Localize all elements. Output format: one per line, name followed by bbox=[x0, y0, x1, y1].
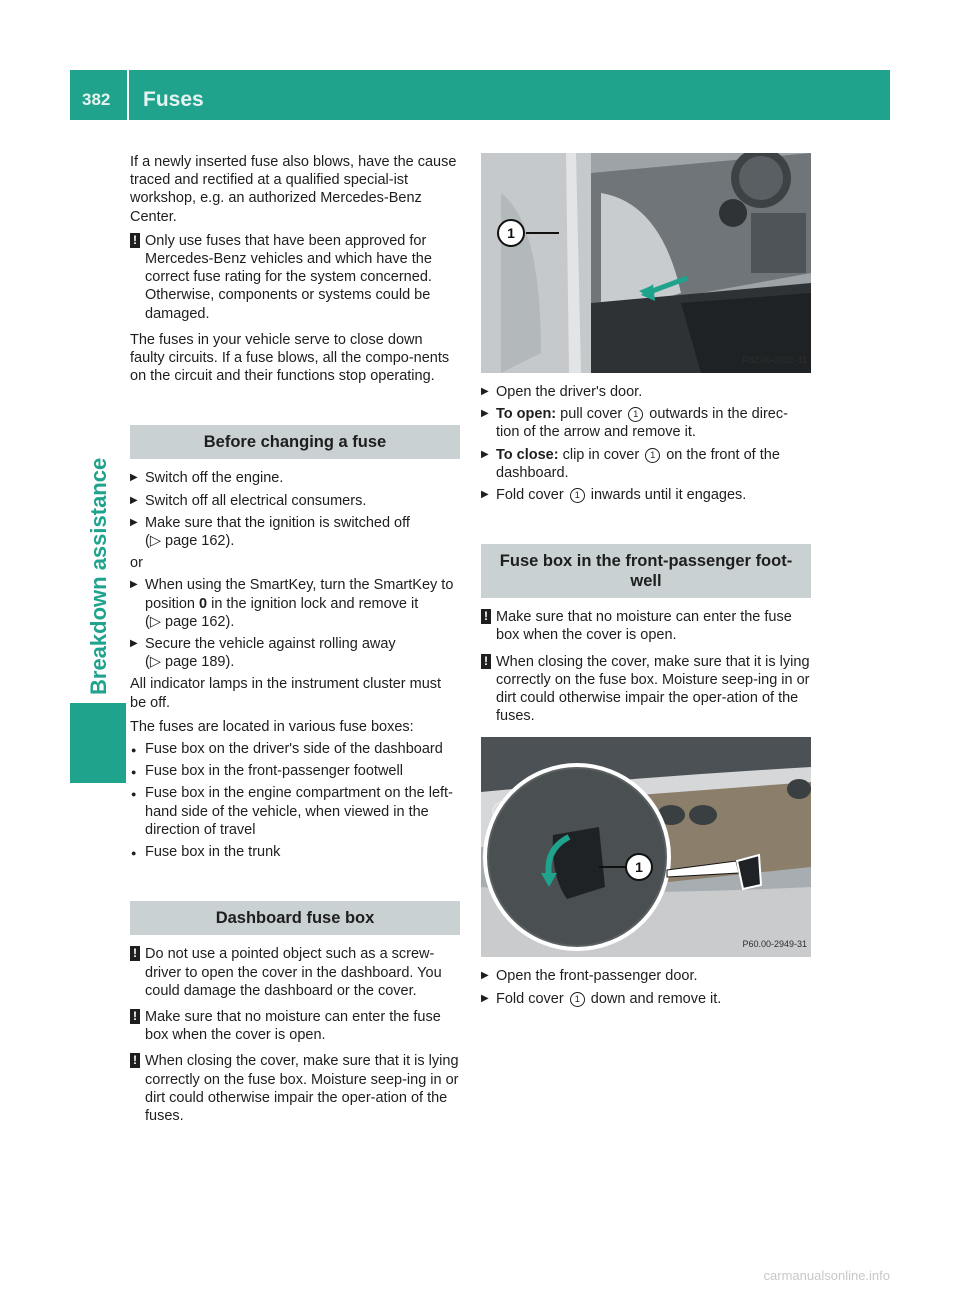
image-code: P82.00-2902-31 bbox=[742, 354, 807, 365]
page-reference-link[interactable]: (▷ page 189). bbox=[145, 654, 235, 671]
list-item: ● Fuse box in the engine compartment on the left-hand side of the vehicle, when viewed in the direction of travel bbox=[130, 784, 460, 839]
section-heading-dashboard-fuse-box: Dashboard fuse box bbox=[130, 901, 460, 935]
driver-side-fuse-box-photo bbox=[481, 153, 811, 373]
indicator-paragraph: All indicator lamps in the instrument cluster must be off. bbox=[130, 676, 442, 711]
callout-number-icon: 1 bbox=[570, 992, 585, 1007]
step-item: ▶ When using the SmartKey, turn the SmartKey to position 0 in the ignition lock and remove it (▷ page 162). bbox=[130, 576, 460, 631]
page-reference-link[interactable]: (▷ page 162). bbox=[145, 533, 235, 550]
warning-icon: ! bbox=[481, 654, 491, 669]
driver-door-dashboard-illustration bbox=[481, 153, 811, 373]
list-item: ● Fuse box on the driver's side of the dashboard bbox=[130, 740, 460, 758]
page-number: 382 bbox=[82, 90, 111, 109]
section-heading-before-changing: Before changing a fuse bbox=[130, 425, 460, 459]
list-item: ● Fuse box in the trunk bbox=[130, 843, 460, 861]
step-item: ▶ Make sure that the ignition is switched off (▷ page 162). bbox=[130, 514, 460, 550]
passenger-footwell-fuse-box-photo bbox=[481, 737, 811, 957]
warning-icon: ! bbox=[130, 1053, 140, 1068]
intro-paragraph: If a newly inserted fuse also blows, have the cause traced and rectified at a qualified special-ist workshop, e.g. an authorized Mercedes-Benz Center. bbox=[130, 154, 457, 225]
step-item: ▶ Switch off all electrical consumers. bbox=[130, 492, 460, 510]
page-title: Fuses bbox=[143, 88, 204, 111]
image-code: P60.00-2949-31 bbox=[742, 939, 807, 950]
fuse-purpose-paragraph: The fuses in your vehicle serve to close down faulty circuits. If a fuse blows, all the compo-nents on the circuit and their functions stop operating. bbox=[130, 331, 450, 385]
chapter-tab-block bbox=[70, 703, 126, 783]
warning-note: ! Make sure that no moisture can enter the fuse box when the cover is open. bbox=[481, 608, 811, 644]
step-item: ▶ Switch off the engine. bbox=[130, 469, 460, 487]
warning-icon: ! bbox=[481, 609, 491, 624]
warning-icon: ! bbox=[130, 1009, 140, 1024]
section-heading-front-passenger-footwell: Fuse box in the front-passenger foot-well bbox=[481, 544, 811, 598]
passenger-footwell-illustration bbox=[481, 737, 811, 957]
step-item: ▶ Secure the vehicle against rolling away (▷ page 189). bbox=[130, 635, 460, 671]
warning-note: ! When closing the cover, make sure that it is lying correctly on the fuse box. Moisture seep-ing in or dirt could otherwise impair the oper-ation of the fuses. bbox=[481, 653, 811, 726]
step-item: ▶ To close: clip in cover 1 on the front of the dashboard. bbox=[481, 446, 811, 482]
header-divider bbox=[127, 70, 129, 120]
step-item: ▶ Open the front-passenger door. bbox=[481, 967, 811, 985]
callout-number-icon: 1 bbox=[628, 407, 643, 422]
page-reference-link[interactable]: (▷ page 162). bbox=[145, 613, 235, 630]
warning-note: ! When closing the cover, make sure that it is lying correctly on the fuse box. Moisture seep-ing in or dirt could otherwise impair the oper-ation of the fuses. bbox=[130, 1052, 460, 1125]
callout-marker: 1 bbox=[635, 859, 643, 876]
footer-watermark: carmanualsonline.info bbox=[763, 1268, 890, 1283]
step-item: ▶ To open: pull cover 1 outwards in the direc-tion of the arrow and remove it. bbox=[481, 405, 811, 441]
callout-number-icon: 1 bbox=[570, 488, 585, 503]
warning-note: ! Make sure that no moisture can enter the fuse box when the cover is open. bbox=[130, 1008, 460, 1044]
step-item: ▶ Fold cover 1 down and remove it. bbox=[481, 990, 811, 1008]
warning-text: Only use fuses that have been approved for Mercedes-Benz vehicles and which have the correct fuse rating for the system concerned. Otherwise, components or systems could be damaged. bbox=[145, 232, 432, 322]
warning-icon: ! bbox=[130, 946, 140, 961]
or-text: or bbox=[130, 555, 143, 572]
list-item: ● Fuse box in the front-passenger footwell bbox=[130, 762, 460, 780]
warning-icon: ! bbox=[130, 233, 140, 248]
right-column bbox=[481, 153, 811, 1012]
step-item: ▶ Open the driver's door. bbox=[481, 383, 811, 401]
warning-note: ! Do not use a pointed object such as a screw-driver to open the cover in the dashboard. You could damage the dashboard or the cover. bbox=[130, 945, 460, 1000]
page-header bbox=[70, 70, 890, 120]
left-column bbox=[130, 153, 460, 1133]
chapter-name: Breakdown assistance bbox=[86, 457, 111, 695]
step-item: ▶ Fold cover 1 inwards until it engages. bbox=[481, 486, 811, 504]
warning-note bbox=[130, 232, 460, 323]
callout-marker: 1 bbox=[507, 225, 515, 241]
callout-number-icon: 1 bbox=[645, 448, 660, 463]
fuse-box-list-intro: The fuses are located in various fuse boxes: bbox=[130, 718, 414, 735]
